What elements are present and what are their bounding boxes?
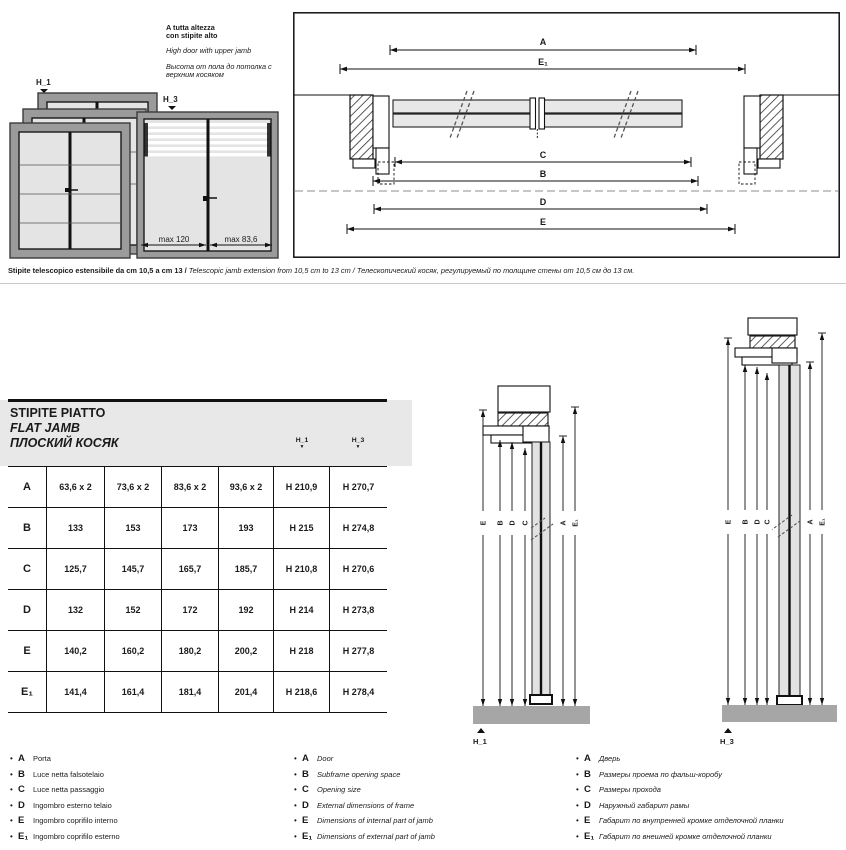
table-cell: 200,2 [219,631,274,672]
table-cell: 125,7 [47,549,105,590]
legend-text: Luce netta falsotelaio [33,769,104,779]
legend-item [576,753,846,769]
svg-text:A: A [560,520,568,526]
table-col-header-h3: H_3 ▼ [345,437,371,450]
table-row [8,467,387,508]
door-handle-icon [203,196,209,201]
legend-text: Габарит по внешней кромке отделочной планки [599,831,772,841]
legend-russian [576,753,846,846]
table-cell: 161,4 [105,672,162,713]
divider-line [0,283,846,284]
h3-marker-label: H_3 [163,95,178,104]
legend-text: Subframe opening space [317,769,401,779]
bullet-icon: • [294,769,297,779]
wall-hatch-right [760,95,783,159]
svg-text:C: C [539,150,547,160]
dim-line-A [390,37,696,55]
svg-text:C: C [522,520,530,526]
table-title-ru: ПЛОСКИЙ КОСЯК [10,436,119,450]
svg-text:C: C [764,519,772,525]
legend-item [10,831,282,847]
table-cell: 140,2 [47,631,105,672]
table-row [8,549,387,590]
max-width-right-label: max 83,6 [224,235,258,244]
arrow-down-icon: ▼ [299,444,305,450]
legend-item [294,815,566,831]
annotation-it-line2: con stipite alto [166,31,218,41]
table-cell: 201,4 [219,672,274,713]
legend-letter: A [302,753,309,764]
row-label: C [8,549,47,590]
caption-italic: Telescopic jamb extension from 10,5 cm to 13 cm / Телескопический косяк, регулируемый по толщине стены от 10,5 см до 13 см. [186,266,635,275]
table-cell: 185,7 [219,549,274,590]
h3-floor-label: H_3 [720,737,734,746]
svg-text:E₁: E₁ [538,57,548,67]
legend-letter: C [584,784,591,795]
legend-text: Door [317,754,334,763]
legend-item [10,753,282,769]
svg-text:A: A [807,519,815,525]
svg-text:D: D [754,519,762,525]
dim-line-C [395,150,691,167]
dim-line-E [347,217,735,234]
legend-letter: E₁ [302,830,313,842]
lintel-box [748,318,797,335]
bullet-icon: • [10,800,13,810]
table-row [8,590,387,631]
dim-line-B [373,169,698,186]
legend-item [10,815,282,831]
legend-item [294,831,566,847]
svg-text:B: B [742,519,750,525]
bullet-icon: • [10,754,13,763]
annotation-it-line1: A tutta altezza [166,23,215,32]
bullet-icon: • [576,831,579,841]
h1-floor-label: H_1 [473,737,487,746]
door-stack-diagram [0,70,293,262]
legend-text: Opening size [317,785,361,794]
legend-text: Ingombro coprifilo interno [33,816,118,825]
legend-letter: E [18,815,25,826]
legend-text: Ingombro coprifilo esterno [33,831,120,841]
table-title [10,406,119,451]
bullet-icon: • [294,785,297,794]
bullet-icon: • [10,816,13,825]
bullet-icon: • [576,816,579,825]
legend-item [576,784,846,800]
jamb-table-body [8,466,387,713]
svg-text:E: E [480,520,488,526]
table-title-it: STIPITE PIATTO [10,406,106,420]
legend-text: Luce netta passaggio [33,785,105,794]
arrow-down-icon [168,106,176,110]
legend-letter: E [584,815,591,826]
svg-text:D: D [539,197,547,207]
floor-bar [722,705,837,722]
table-cell: 63,6 x 2 [47,467,105,508]
bullet-icon: • [576,785,579,794]
table-row [8,672,387,713]
bullet-icon: • [294,754,297,763]
caption [8,266,842,275]
vertical-section-h1 [465,318,595,748]
table-cell: 180,2 [162,631,219,672]
svg-text:E: E [539,217,547,227]
door-bottom-cap [777,696,802,705]
legend-item [576,831,846,847]
legend-english [294,753,566,846]
bullet-icon: • [294,800,297,810]
table-cell: H 210,9 [274,467,330,508]
dim-labels [478,511,580,535]
legend-item [294,753,566,769]
row-label: E [8,631,47,672]
table-cell: H 210,8 [274,549,330,590]
dim-line-E1 [340,57,745,74]
legend-letter: A [584,753,591,764]
caption-bold: Stipite telescopico estensibile da cm 10,5 a cm 13 / [8,266,187,275]
max-width-left-label: max 120 [158,235,190,244]
table-cell: 153 [105,508,162,549]
legend-letter: B [18,768,25,780]
legend-letter: D [18,799,25,811]
table-cell: 192 [219,590,274,631]
h1-marker-label: H_1 [36,78,51,87]
bullet-icon: • [294,831,297,841]
table-cell: H 278,4 [330,672,387,713]
floor-bar [473,706,590,724]
svg-text:E₁: E₁ [572,519,580,527]
legend-item [10,769,282,785]
door-frame-front [10,123,130,258]
legend-letter: C [302,784,309,795]
wall-hatch-left [350,95,373,159]
svg-text:E: E [725,519,733,525]
table-cell: 73,6 x 2 [105,467,162,508]
legend-item [294,784,566,800]
door-handle-icon [65,188,70,192]
arrow-up-icon [724,728,732,733]
annotation-ru-line1: Высота от пола до потолка с [166,61,272,71]
table-cell: 181,4 [162,672,219,713]
row-label: D [8,590,47,631]
lintel-box [498,386,550,412]
tall-door-diagram [137,112,278,258]
bullet-icon: • [10,831,13,841]
legend-letter: B [302,768,309,780]
svg-text:B: B [497,520,505,526]
legend-letter: D [584,799,591,811]
bullet-icon: • [576,769,579,779]
legend-item [294,800,566,816]
arrow-up-icon [477,728,485,733]
table-cell: H 270,6 [330,549,387,590]
svg-text:E₁: E₁ [819,518,827,526]
table-cell: 172 [162,590,219,631]
legend-item [576,800,846,816]
vertical-dim-lines [479,407,579,706]
bullet-icon: • [294,816,297,825]
legend-text: Dimensions of external part of jamb [317,831,435,841]
vertical-section-h3 [700,315,846,748]
bullet-icon: • [10,769,13,779]
legend-item [576,815,846,831]
table-cell: H 274,8 [330,508,387,549]
lintel-hatch [498,413,548,426]
table-cell: H 218,6 [274,672,330,713]
legend-italian [10,753,282,846]
table-cell: H 270,7 [330,467,387,508]
dim-line-D [374,197,707,214]
legend-item [10,784,282,800]
legend-item [294,769,566,785]
legend-letter: A [18,753,25,764]
legend-text: Dimensions of internal part of jamb [317,816,433,825]
row-label: A [8,467,47,508]
legend-letter: B [584,768,591,780]
table-cell: 132 [47,590,105,631]
svg-text:A: A [539,37,547,47]
table-row [8,631,387,672]
legend-item [576,769,846,785]
arrow-down-icon: ▼ [355,444,361,450]
legend-letter: E [302,815,309,826]
row-label: B [8,508,47,549]
legend-text: Ingombro esterno telaio [33,800,112,810]
legend-letter: D [302,799,309,811]
table-col-header-h1: H_1 ▼ [289,437,315,450]
meeting-stiles [530,98,545,139]
legend-item [10,800,282,816]
legend-text: Размеры прохода [599,785,661,794]
table-title-en: FLAT JAMB [10,421,80,435]
dim-labels [723,510,827,534]
table-cell: H 214 [274,590,330,631]
bullet-icon: • [576,754,579,763]
table-row [8,508,387,549]
row-label: E₁ [8,672,47,713]
table-cell: 193 [219,508,274,549]
table-cell: 83,6 x 2 [162,467,219,508]
table-cell: 152 [105,590,162,631]
bullet-icon: • [10,785,13,794]
table-top-rule [8,399,387,402]
legend-text: Дверь [599,754,621,763]
door-bottom-cap [530,695,552,704]
legend-text: Размеры проема по фальш-коробу [599,769,722,779]
annotation-ru-line2: верхним косяком [166,69,224,79]
bullet-icon: • [576,800,579,810]
table-cell: H 273,8 [330,590,387,631]
table-cell: 160,2 [105,631,162,672]
legend-text: External dimensions of frame [317,800,415,810]
door-panel-right [544,100,682,127]
lintel-hatch [750,336,795,348]
table-cell: H 277,8 [330,631,387,672]
section-drawing [293,12,840,258]
legend-text: Porta [33,754,51,763]
table-cell: H 215 [274,508,330,549]
legend-text: Наружный габарит рамы [599,800,690,810]
table-cell: 133 [47,508,105,549]
legend-text: Габарит по внутренней кромке отделочной планки [599,816,784,825]
legend-letter: E₁ [18,830,29,842]
svg-text:B: B [539,169,547,179]
svg-text:D: D [509,520,517,526]
table-cell: H 218 [274,631,330,672]
table-cell: 93,6 x 2 [219,467,274,508]
annotation-en: High door with upper jamb [166,46,252,56]
legend-letter: E₁ [584,830,595,842]
table-cell: 173 [162,508,219,549]
table-cell: 141,4 [47,672,105,713]
table-cell: 165,7 [162,549,219,590]
table-cell: 145,7 [105,549,162,590]
legend-letter: C [18,784,25,795]
